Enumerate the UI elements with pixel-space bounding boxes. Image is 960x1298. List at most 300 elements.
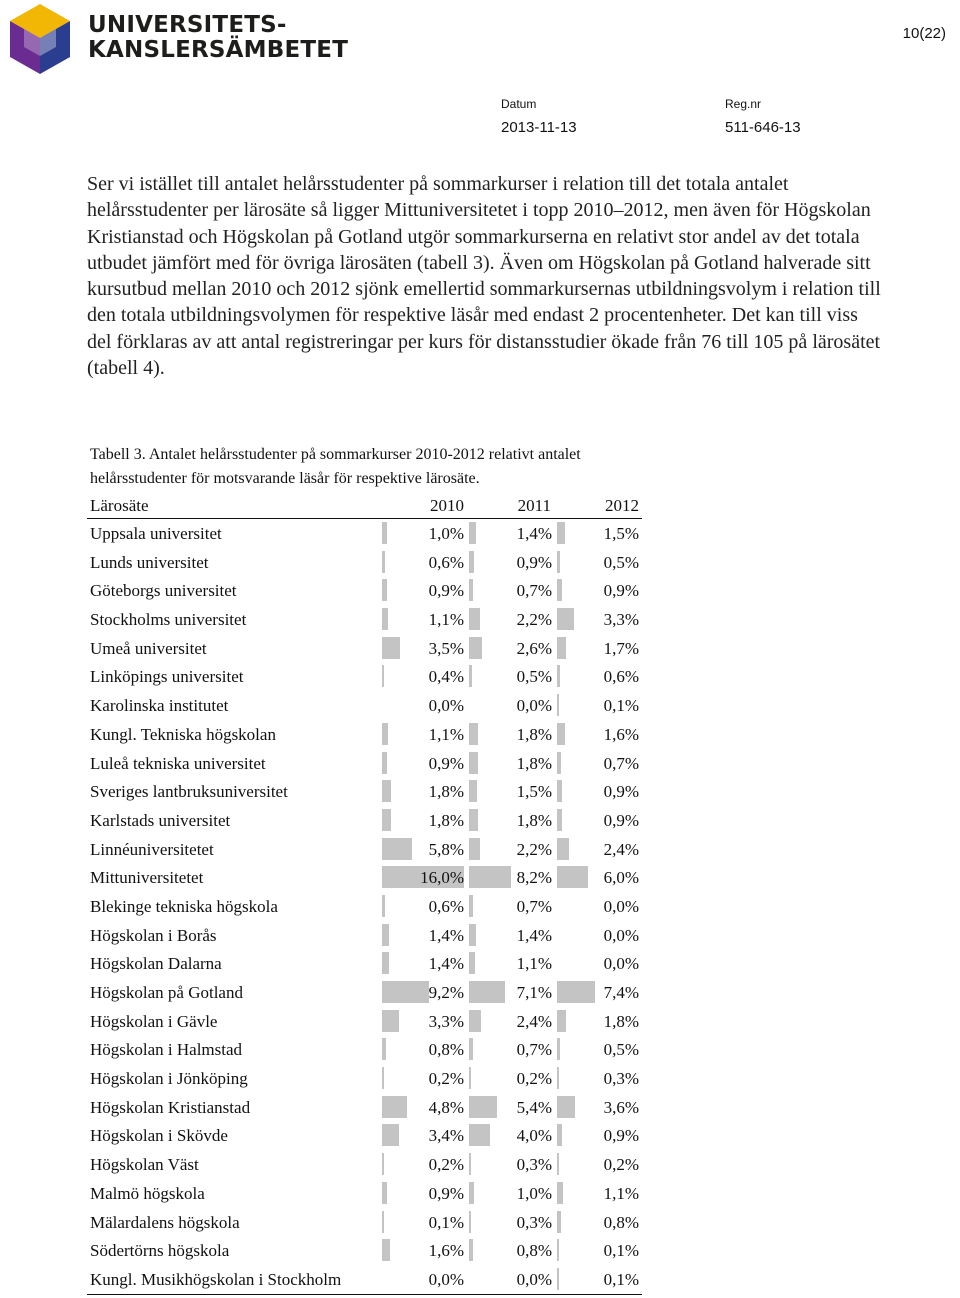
- table-row: [87, 548, 642, 577]
- data-bar: [469, 1211, 471, 1233]
- data-bar: [469, 838, 480, 860]
- value-cell-2010: [382, 1121, 464, 1150]
- value-label: 3,4%: [428, 1126, 464, 1146]
- value-label: 2,4%: [516, 1011, 552, 1031]
- institution-name: Sveriges lantbruksuniversitet: [90, 782, 288, 802]
- data-bar: [469, 665, 472, 687]
- value-cell-2012: [557, 777, 639, 806]
- value-label: 0,0%: [428, 1269, 464, 1289]
- value-label: 0,9%: [603, 581, 639, 601]
- data-bar: [382, 608, 388, 630]
- data-table: [87, 492, 642, 1295]
- value-label: 0,7%: [516, 1040, 552, 1060]
- data-bar: [382, 809, 391, 831]
- reg-value: 511-646-13: [725, 119, 801, 136]
- value-cell-2010: [382, 835, 464, 864]
- data-bar: [469, 752, 478, 774]
- data-bar: [557, 752, 561, 774]
- institution-name: Högskolan Kristianstad: [90, 1097, 251, 1117]
- value-cell-2012: [557, 1150, 639, 1179]
- value-label: 0,0%: [428, 696, 464, 716]
- data-bar: [469, 924, 476, 946]
- value-label: 1,4%: [428, 925, 464, 945]
- value-label: 0,2%: [603, 1155, 639, 1175]
- value-label: 1,4%: [428, 954, 464, 974]
- value-cell-2010: [382, 605, 464, 634]
- value-cell-2010: [382, 749, 464, 778]
- table-row: [87, 1265, 642, 1294]
- value-cell-2011: [469, 662, 552, 691]
- value-label: 0,9%: [516, 552, 552, 572]
- value-label: 0,9%: [428, 581, 464, 601]
- value-label: 1,4%: [516, 925, 552, 945]
- value-label: 3,5%: [428, 638, 464, 658]
- data-bar: [557, 694, 559, 716]
- table-body: [87, 519, 642, 1295]
- institution-name: Högskolan i Borås: [90, 925, 217, 945]
- institution-name: Högskolan i Halmstad: [90, 1040, 243, 1060]
- value-label: 0,0%: [603, 954, 639, 974]
- value-label: 0,5%: [516, 667, 552, 687]
- institution-name: Linköpings universitet: [90, 667, 244, 687]
- value-cell-2012: [557, 749, 639, 778]
- data-bar: [382, 1067, 384, 1089]
- value-label: 1,4%: [516, 524, 552, 543]
- table-row: [87, 1035, 642, 1064]
- value-label: 0,1%: [603, 1241, 639, 1261]
- data-bar: [557, 1067, 559, 1089]
- value-label: 16,0%: [420, 868, 464, 888]
- data-bar: [382, 924, 389, 946]
- table-row: [87, 1007, 642, 1036]
- value-label: 0,1%: [603, 696, 639, 716]
- data-bar: [382, 1010, 399, 1032]
- value-cell-2012: [557, 1035, 639, 1064]
- data-bar: [557, 723, 565, 745]
- value-label: 3,6%: [603, 1097, 639, 1117]
- value-cell-2012: [557, 978, 639, 1007]
- table-row: [87, 634, 642, 663]
- table-row: [87, 1064, 642, 1093]
- value-label: 1,1%: [603, 1183, 639, 1203]
- table-header: [87, 492, 642, 519]
- data-bar: [469, 1010, 481, 1032]
- value-cell-2010: [382, 863, 464, 892]
- value-label: 8,2%: [516, 868, 552, 888]
- value-label: 2,2%: [516, 839, 552, 859]
- date-value: 2013-11-13: [501, 119, 577, 136]
- data-bar: [382, 952, 389, 974]
- institution-name: Mälardalens högskola: [90, 1212, 240, 1232]
- value-label: 5,4%: [516, 1097, 552, 1117]
- table-row: [87, 519, 642, 548]
- institution-name: Högskolan i Gävle: [90, 1011, 218, 1031]
- data-bar: [469, 1239, 473, 1261]
- value-label: 0,2%: [428, 1069, 464, 1089]
- value-label: 0,0%: [603, 925, 639, 945]
- value-label: 1,6%: [428, 1241, 464, 1261]
- data-bar: [557, 608, 574, 630]
- value-label: 1,5%: [516, 782, 552, 802]
- value-cell-2012: [557, 863, 639, 892]
- value-label: 0,8%: [603, 1212, 639, 1232]
- data-bar: [382, 637, 400, 659]
- value-cell-2010: [382, 1093, 464, 1122]
- table-row: [87, 720, 642, 749]
- value-cell-2011: [469, 1121, 552, 1150]
- data-bar: [557, 809, 562, 831]
- data-bar: [557, 1239, 559, 1261]
- data-bar: [469, 637, 482, 659]
- value-label: 1,1%: [516, 954, 552, 974]
- value-cell-2012: [557, 519, 639, 548]
- data-bar: [557, 665, 560, 687]
- value-label: 0,0%: [603, 896, 639, 916]
- value-cell-2011: [469, 806, 552, 835]
- value-cell-2011: [469, 720, 552, 749]
- table-row: [87, 749, 642, 778]
- value-cell-2012: [557, 1007, 639, 1036]
- data-bar: [382, 551, 385, 573]
- value-label: 1,8%: [428, 782, 464, 802]
- value-label: 1,8%: [428, 810, 464, 830]
- data-bar: [469, 1096, 497, 1118]
- value-cell-2012: [557, 634, 639, 663]
- value-cell-2011: [469, 835, 552, 864]
- value-cell-2011: [469, 1265, 552, 1294]
- value-cell-2011: [469, 978, 552, 1007]
- value-cell-2010: [382, 806, 464, 835]
- page-number: 10(22): [902, 25, 946, 42]
- institution-name: Mittuniversitetet: [90, 868, 204, 888]
- value-label: 0,4%: [428, 667, 464, 687]
- data-bar: [382, 838, 412, 860]
- value-cell-2012: [557, 949, 639, 978]
- data-bar: [382, 665, 384, 687]
- institution-name: Luleå tekniska universitet: [90, 753, 266, 773]
- value-cell-2010: [382, 576, 464, 605]
- data-bar: [469, 522, 476, 544]
- institution-name: Stockholms universitet: [90, 610, 247, 630]
- reg-label: Reg.nr: [725, 97, 762, 111]
- value-cell-2010: [382, 1208, 464, 1237]
- data-bar: [557, 637, 566, 659]
- value-cell-2012: [557, 576, 639, 605]
- value-cell-2010: [382, 519, 464, 548]
- value-label: 1,7%: [603, 638, 639, 658]
- table-row: [87, 576, 642, 605]
- institution-name: Högskolan Dalarna: [90, 954, 222, 974]
- value-label: 1,0%: [516, 1183, 552, 1203]
- value-label: 1,8%: [516, 753, 552, 773]
- value-cell-2010: [382, 1150, 464, 1179]
- institution-name: Kungl. Tekniska högskolan: [90, 724, 276, 744]
- data-bar: [469, 579, 473, 601]
- institution-name: Blekinge tekniska högskola: [90, 896, 278, 916]
- data-bar: [382, 1153, 384, 1175]
- data-bar: [469, 1153, 471, 1175]
- table-row: [87, 835, 642, 864]
- data-bar: [382, 579, 387, 601]
- institution-name: Lunds universitet: [90, 552, 209, 572]
- data-bar: [557, 1153, 559, 1175]
- value-cell-2011: [469, 921, 552, 950]
- value-label: 0,2%: [428, 1155, 464, 1175]
- value-label: 1,1%: [428, 724, 464, 744]
- value-cell-2011: [469, 1093, 552, 1122]
- value-label: 2,2%: [516, 610, 552, 630]
- value-label: 0,7%: [603, 753, 639, 773]
- table-row: [87, 1208, 642, 1237]
- value-cell-2011: [469, 749, 552, 778]
- data-bar: [469, 1038, 473, 1060]
- institution-name: Högskolan på Gotland: [90, 983, 243, 1002]
- value-cell-2010: [382, 1007, 464, 1036]
- header-2011: 2011: [517, 496, 551, 515]
- header-2012: 2012: [605, 496, 639, 515]
- data-bar: [557, 981, 595, 1003]
- table-row: [87, 1121, 642, 1150]
- value-label: 0,9%: [603, 1126, 639, 1146]
- value-cell-2011: [469, 1007, 552, 1036]
- data-bar: [557, 1124, 562, 1146]
- value-cell-2010: [382, 1179, 464, 1208]
- table-row: [87, 921, 642, 950]
- data-bar: [557, 1211, 561, 1233]
- institution-name: Karolinska institutet: [90, 696, 229, 716]
- data-bar: [557, 838, 569, 860]
- value-cell-2010: [382, 1035, 464, 1064]
- value-cell-2012: [557, 548, 639, 577]
- value-label: 0,9%: [603, 810, 639, 830]
- value-label: 0,6%: [428, 896, 464, 916]
- value-cell-2012: [557, 806, 639, 835]
- table-row: [87, 1093, 642, 1122]
- data-bar: [557, 866, 588, 888]
- data-bar: [469, 1124, 490, 1146]
- organization-name: UNIVERSITETS- KANSLERSÄMBETET: [88, 12, 349, 63]
- value-label: 9,2%: [428, 983, 464, 1002]
- value-cell-2012: [557, 1179, 639, 1208]
- data-bar: [557, 579, 562, 601]
- value-cell-2010: [382, 548, 464, 577]
- value-label: 7,1%: [516, 983, 552, 1002]
- value-label: 4,8%: [428, 1097, 464, 1117]
- institution-name: Göteborgs universitet: [90, 581, 237, 601]
- data-bar: [469, 952, 475, 974]
- data-bar: [557, 1038, 560, 1060]
- value-cell-2012: [557, 691, 639, 720]
- institution-name: Umeå universitet: [90, 638, 207, 658]
- table-row: [87, 1150, 642, 1179]
- data-bar: [469, 981, 505, 1003]
- organization-logo: [6, 2, 74, 76]
- value-label: 1,8%: [516, 810, 552, 830]
- value-cell-2012: [557, 1093, 639, 1122]
- data-bar: [557, 1268, 559, 1290]
- data-bar: [557, 1010, 566, 1032]
- value-label: 4,0%: [516, 1126, 552, 1146]
- data-bar: [557, 780, 562, 802]
- value-label: 0,9%: [428, 1183, 464, 1203]
- institution-name: Malmö högskola: [90, 1183, 205, 1203]
- value-cell-2010: [382, 1236, 464, 1265]
- value-cell-2012: [557, 720, 639, 749]
- value-label: 1,8%: [516, 724, 552, 744]
- data-bar: [469, 866, 511, 888]
- data-bar: [382, 1182, 387, 1204]
- value-label: 1,1%: [428, 610, 464, 630]
- value-label: 0,1%: [603, 1269, 639, 1289]
- value-cell-2011: [469, 605, 552, 634]
- table-row: [87, 949, 642, 978]
- value-cell-2011: [469, 863, 552, 892]
- value-cell-2011: [469, 1035, 552, 1064]
- value-cell-2010: [382, 1265, 464, 1294]
- value-cell-2012: [557, 892, 639, 921]
- data-bar: [382, 1124, 399, 1146]
- data-bar: [382, 752, 387, 774]
- value-cell-2010: [382, 720, 464, 749]
- data-bar: [382, 780, 391, 802]
- data-bar: [557, 1182, 563, 1204]
- value-cell-2011: [469, 1208, 552, 1237]
- table-row: [87, 605, 642, 634]
- table-row: [87, 978, 642, 1007]
- value-cell-2011: [469, 949, 552, 978]
- value-cell-2011: [469, 1179, 552, 1208]
- value-label: 0,9%: [603, 782, 639, 802]
- table-row: [87, 777, 642, 806]
- date-label: Datum: [501, 97, 537, 111]
- value-label: 0,7%: [516, 896, 552, 916]
- value-cell-2011: [469, 1064, 552, 1093]
- header-larosate: Lärosäte: [90, 496, 149, 515]
- value-label: 0,3%: [516, 1212, 552, 1232]
- table-row: [87, 863, 642, 892]
- value-cell-2010: [382, 921, 464, 950]
- body-paragraph: Ser vi istället till antalet helårsstudenter på sommarkurser i relation till det totala antalet helårsstudenter per lärosäte så ligger Mittuniversitetet i topp 2010–2012, men även för Högskolan Kristianstad och Högskolan på Gotland utgör sommarkurserna en relativt stor andel av det totala utbudet jämfört med för övriga lärosäten (tabell 3). Även om Högskolan på Gotland halverade sitt kursutbud mellan 2010 och 2012 sjönk emellertid sommarkursernas utbildningsvolym i relation till den totala utbildningsvolymen för respektive läsår med endast 2 procentenheter. Det kan till viss del förklaras av att antal registreringar per kurs för distansstudier ökade från 76 till 105 på lärosätet (tabell 4).: [87, 173, 881, 380]
- value-cell-2012: [557, 921, 639, 950]
- data-bar: [557, 1096, 575, 1118]
- table-row: [87, 691, 642, 720]
- value-label: 2,4%: [603, 839, 639, 859]
- data-bar: [382, 522, 387, 544]
- value-label: 7,4%: [603, 983, 639, 1002]
- value-label: 0,5%: [603, 552, 639, 572]
- data-bar: [469, 1067, 471, 1089]
- value-label: 0,3%: [603, 1069, 639, 1089]
- table-row: [87, 662, 642, 691]
- institution-name: Högskolan Väst: [90, 1155, 199, 1175]
- value-cell-2011: [469, 892, 552, 921]
- institution-name: Uppsala universitet: [90, 524, 222, 543]
- value-cell-2011: [469, 634, 552, 663]
- value-cell-2010: [382, 949, 464, 978]
- table-row: [87, 1236, 642, 1265]
- value-cell-2010: [382, 777, 464, 806]
- value-label: 0,8%: [428, 1040, 464, 1060]
- institution-name: Högskolan i Jönköping: [90, 1069, 248, 1089]
- data-bar: [557, 551, 560, 573]
- value-cell-2011: [469, 777, 552, 806]
- data-bar: [469, 723, 478, 745]
- value-cell-2012: [557, 605, 639, 634]
- data-bar: [469, 608, 480, 630]
- data-bar: [382, 723, 388, 745]
- value-label: 1,8%: [603, 1011, 639, 1031]
- value-label: 0,0%: [516, 1269, 552, 1289]
- value-label: 0,8%: [516, 1241, 552, 1261]
- value-cell-2010: [382, 892, 464, 921]
- data-bar: [557, 522, 565, 544]
- data-bar: [382, 1239, 390, 1261]
- value-label: 1,0%: [428, 524, 464, 543]
- value-cell-2010: [382, 662, 464, 691]
- value-cell-2012: [557, 1265, 639, 1294]
- value-label: 6,0%: [603, 868, 639, 888]
- value-label: 0,2%: [516, 1069, 552, 1089]
- value-cell-2012: [557, 1121, 639, 1150]
- table-caption: Tabell 3. Antalet helårsstudenter på sommarkurser 2010-2012 relativt antalet helårsstudenter för motsvarande läsår för respektive lärosäte.: [90, 446, 581, 487]
- value-label: 3,3%: [428, 1011, 464, 1031]
- value-label: 0,1%: [428, 1212, 464, 1232]
- data-bar: [382, 1211, 384, 1233]
- value-cell-2010: [382, 691, 464, 720]
- value-cell-2012: [557, 1208, 639, 1237]
- value-cell-2012: [557, 1236, 639, 1265]
- value-label: 1,6%: [603, 724, 639, 744]
- value-cell-2012: [557, 1064, 639, 1093]
- value-cell-2011: [469, 519, 552, 548]
- value-label: 2,6%: [516, 638, 552, 658]
- value-label: 0,3%: [516, 1155, 552, 1175]
- value-cell-2011: [469, 576, 552, 605]
- data-bar: [469, 809, 478, 831]
- value-cell-2010: [382, 634, 464, 663]
- institution-name: Karlstads universitet: [90, 810, 231, 830]
- value-label: 0,6%: [428, 552, 464, 572]
- value-cell-2012: [557, 662, 639, 691]
- data-bar: [382, 1038, 386, 1060]
- data-bar: [469, 780, 477, 802]
- value-cell-2011: [469, 691, 552, 720]
- data-bar: [469, 1182, 474, 1204]
- data-bar: [469, 551, 474, 573]
- value-label: 5,8%: [428, 839, 464, 859]
- table-row: [87, 1179, 642, 1208]
- value-cell-2011: [469, 1236, 552, 1265]
- data-bar: [382, 1096, 407, 1118]
- value-cell-2010: [382, 1064, 464, 1093]
- value-cell-2011: [469, 1150, 552, 1179]
- table-row: [87, 806, 642, 835]
- institution-name: Högskolan i Skövde: [90, 1126, 228, 1146]
- value-label: 0,0%: [516, 696, 552, 716]
- data-bar: [382, 895, 385, 917]
- value-label: 0,9%: [428, 753, 464, 773]
- table-row: [87, 892, 642, 921]
- institution-name: Södertörns högskola: [90, 1241, 230, 1261]
- value-label: 0,6%: [603, 667, 639, 687]
- value-cell-2012: [557, 835, 639, 864]
- value-label: 0,5%: [603, 1040, 639, 1060]
- value-label: 3,3%: [603, 610, 639, 630]
- value-cell-2010: [382, 978, 464, 1007]
- data-bar: [469, 895, 473, 917]
- institution-name: Kungl. Musikhögskolan i Stockholm: [90, 1269, 342, 1289]
- value-label: 0,7%: [516, 581, 552, 601]
